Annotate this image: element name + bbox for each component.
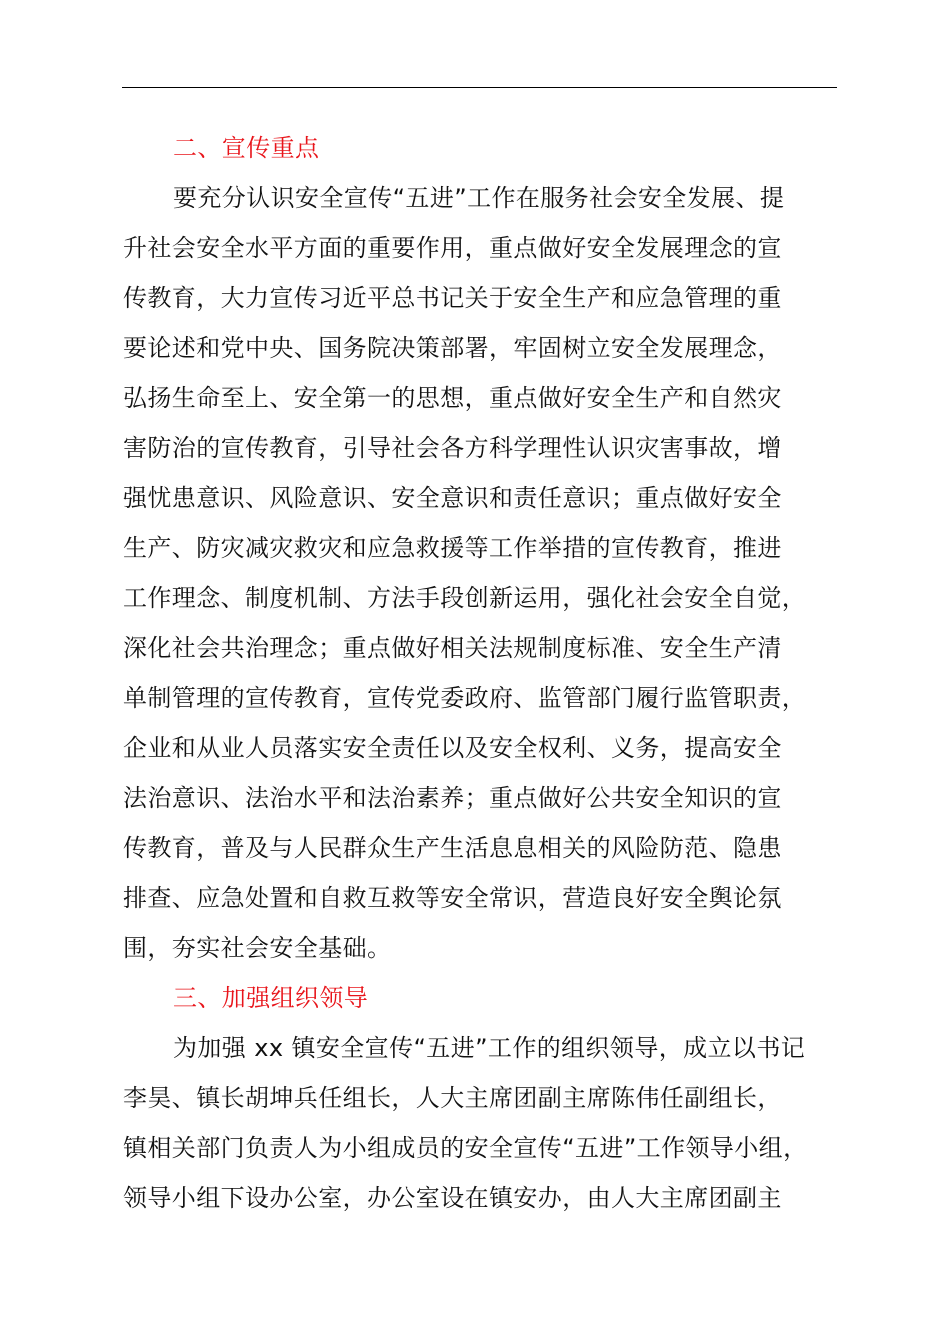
paragraph-line: 企业和从业人员落实安全责任以及安全权利、义务，提高安全 bbox=[123, 734, 782, 762]
paragraph-line: 升社会安全水平方面的重要作用，重点做好安全发展理念的宣 bbox=[123, 234, 782, 262]
header-rule bbox=[122, 87, 837, 88]
paragraph-line: 法治意识、法治水平和法治素养；重点做好公共安全知识的宣 bbox=[123, 784, 782, 812]
paragraph-line: 强忧患意识、风险意识、安全意识和责任意识；重点做好安全 bbox=[123, 484, 782, 512]
paragraph-line: 害防治的宣传教育，引导社会各方科学理性认识灾害事故，增 bbox=[123, 434, 782, 462]
paragraph-line: 工作理念、制度机制、方法手段创新运用，强化社会安全自觉， bbox=[123, 584, 807, 612]
paragraph-line: 围，夯实社会安全基础。 bbox=[123, 934, 392, 962]
section-heading-publicity-focus: 二、宣传重点 bbox=[173, 134, 320, 162]
paragraph-line: 排查、应急处置和自救互救等安全常识，营造良好安全舆论氛 bbox=[123, 884, 782, 912]
paragraph-line: 弘扬生命至上、安全第一的思想，重点做好安全生产和自然灾 bbox=[123, 384, 782, 412]
paragraph-line: 深化社会共治理念；重点做好相关法规制度标准、安全生产清 bbox=[123, 634, 782, 662]
paragraph-line: 要充分认识安全宣传“五进”工作在服务社会安全发展、提 bbox=[173, 184, 785, 212]
paragraph-line: 李昊、镇长胡坤兵任组长，人大主席团副主席陈伟任副组长， bbox=[123, 1084, 782, 1112]
paragraph-line: 传教育，普及与人民群众生产生活息息相关的风险防范、隐患 bbox=[123, 834, 782, 862]
paragraph-line: 镇相关部门负责人为小组成员的安全宣传“五进”工作领导小组， bbox=[123, 1134, 808, 1162]
paragraph-line: 单制管理的宣传教育，宣传党委政府、监管部门履行监管职责， bbox=[123, 684, 807, 712]
paragraph-line: 为加强 xx 镇安全宣传“五进”工作的组织领导，成立以书记 bbox=[173, 1034, 806, 1062]
paragraph-line: 要论述和党中央、国务院决策部署，牢固树立安全发展理念， bbox=[123, 334, 782, 362]
paragraph-line: 领导小组下设办公室，办公室设在镇安办，由人大主席团副主 bbox=[123, 1184, 782, 1212]
section-heading-organization-leadership: 三、加强组织领导 bbox=[173, 984, 369, 1012]
paragraph-line: 生产、防灾减灾救灾和应急救援等工作举措的宣传教育，推进 bbox=[123, 534, 782, 562]
document-body bbox=[123, 123, 843, 1223]
paragraph-line: 传教育，大力宣传习近平总书记关于安全生产和应急管理的重 bbox=[123, 284, 782, 312]
